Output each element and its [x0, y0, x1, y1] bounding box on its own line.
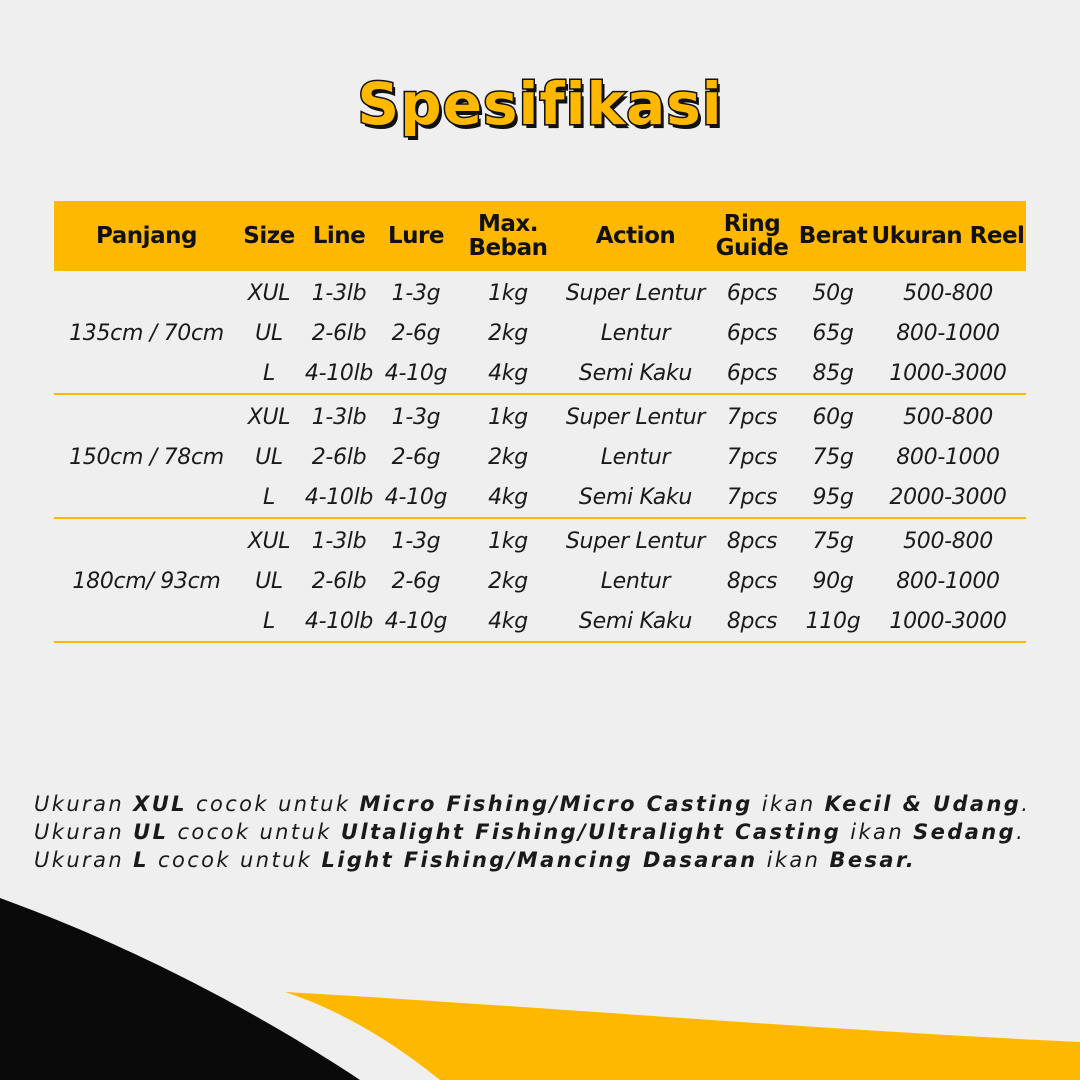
- line-cell: 4-10lb: [299, 353, 379, 394]
- note-use: Micro Fishing/Micro Casting: [359, 792, 753, 816]
- ring-cell: 8pcs: [708, 601, 796, 642]
- action-cell: Super Lentur: [565, 528, 706, 554]
- header-max-beban-line2: Beban: [468, 235, 548, 261]
- size-cell: L: [239, 477, 299, 518]
- panjang-cell: 150cm / 78cm: [54, 394, 239, 518]
- note-size: L: [133, 848, 149, 872]
- size-cell: UL: [255, 320, 283, 346]
- header-panjang: Panjang: [96, 223, 197, 249]
- bottom-swoosh-decoration: [0, 880, 1080, 1080]
- lure-cell: 4-10g: [379, 477, 453, 518]
- ring-cell: 7pcs: [726, 404, 778, 430]
- reel-cell: 2000-3000: [870, 477, 1026, 518]
- header-ring-guide: [708, 201, 796, 271]
- beban-cell: 1kg: [488, 528, 528, 554]
- note-ikan: ikan: [850, 820, 905, 844]
- line-cell: 2-6lb: [311, 444, 367, 470]
- beban-cell: 2kg: [488, 444, 528, 470]
- beban-cell: 4kg: [453, 477, 563, 518]
- action-cell: Super Lentur: [565, 404, 706, 430]
- note-line-xul: [34, 790, 1044, 818]
- note-line-l: [34, 846, 1044, 874]
- reel-cell: 1000-3000: [870, 601, 1026, 642]
- size-cell: XUL: [247, 528, 291, 554]
- header-line: Line: [312, 223, 366, 249]
- ring-cell: 7pcs: [708, 477, 796, 518]
- berat-cell: 50g: [812, 280, 854, 306]
- size-cell: XUL: [247, 280, 291, 306]
- line-cell: 1-3lb: [311, 280, 367, 306]
- lure-cell: 1-3g: [391, 528, 441, 554]
- reel-cell: 1000-3000: [870, 353, 1026, 394]
- action-cell: Lentur: [600, 320, 671, 346]
- header-size: Size: [243, 223, 295, 249]
- berat-cell: 65g: [812, 320, 854, 346]
- beban-cell: 1kg: [488, 404, 528, 430]
- berat-cell: 60g: [812, 404, 854, 430]
- note-size: UL: [133, 820, 169, 844]
- action-cell: Super Lentur: [565, 280, 706, 306]
- note-line-ul: [34, 818, 1044, 846]
- lure-cell: 1-3g: [391, 404, 441, 430]
- berat-cell: 85g: [796, 353, 870, 394]
- line-cell: 2-6lb: [311, 320, 367, 346]
- note-size: XUL: [133, 792, 187, 816]
- line-cell: 4-10lb: [299, 601, 379, 642]
- header-max-beban-line1: Max.: [478, 211, 538, 237]
- reel-cell: 500-800: [903, 404, 993, 430]
- header-ukuran-reel: Ukuran Reel: [871, 223, 1025, 249]
- line-cell: 4-10lb: [299, 477, 379, 518]
- ring-cell: 6pcs: [708, 353, 796, 394]
- note-mid: cocok untuk: [196, 792, 351, 816]
- size-cell: XUL: [247, 404, 291, 430]
- reel-cell: 800-1000: [896, 444, 1000, 470]
- berat-cell: 75g: [812, 528, 854, 554]
- action-cell: Lentur: [600, 568, 671, 594]
- note-prefix: Ukuran: [34, 820, 125, 844]
- line-cell: 1-3lb: [311, 404, 367, 430]
- reel-cell: 800-1000: [896, 320, 1000, 346]
- note-end: .: [1016, 820, 1026, 844]
- size-cell: UL: [255, 444, 283, 470]
- line-cell: 2-6lb: [311, 568, 367, 594]
- note-fish: Sedang: [913, 820, 1017, 844]
- ring-cell: 6pcs: [726, 320, 778, 346]
- note-ikan: ikan: [761, 792, 816, 816]
- header-max-beban: [453, 201, 563, 271]
- note-use: Ultalight Fishing/Ultralight Casting: [340, 820, 842, 844]
- dark-swoosh: [0, 898, 360, 1080]
- header-berat: Berat: [798, 223, 868, 249]
- note-use: Light Fishing/Mancing Dasaran: [321, 848, 758, 872]
- table-row: [54, 394, 1026, 437]
- lure-cell: 4-10g: [379, 353, 453, 394]
- action-cell: Lentur: [600, 444, 671, 470]
- page-title: Spesifikasi: [357, 70, 723, 138]
- header-lure: Lure: [388, 223, 444, 249]
- beban-cell: 4kg: [453, 601, 563, 642]
- ring-cell: 7pcs: [726, 444, 778, 470]
- panjang-cell: 135cm / 70cm: [54, 271, 239, 394]
- berat-cell: 95g: [796, 477, 870, 518]
- size-cell: L: [239, 601, 299, 642]
- berat-cell: 90g: [812, 568, 854, 594]
- berat-cell: 75g: [812, 444, 854, 470]
- action-cell: Semi Kaku: [563, 477, 708, 518]
- reel-cell: 500-800: [903, 528, 993, 554]
- panjang-cell: 180cm/ 93cm: [54, 518, 239, 642]
- note-prefix: Ukuran: [34, 792, 125, 816]
- lure-cell: 2-6g: [391, 320, 441, 346]
- ring-cell: 8pcs: [726, 528, 778, 554]
- lure-cell: 2-6g: [391, 444, 441, 470]
- note-prefix: Ukuran: [34, 848, 125, 872]
- header-action: Action: [595, 223, 676, 249]
- yellow-swoosh: [285, 992, 1080, 1080]
- size-cell: L: [239, 353, 299, 394]
- line-cell: 1-3lb: [311, 528, 367, 554]
- lure-cell: 4-10g: [379, 601, 453, 642]
- lure-cell: 2-6g: [391, 568, 441, 594]
- note-end: .: [1021, 792, 1031, 816]
- beban-cell: 2kg: [488, 320, 528, 346]
- note-fish: Besar.: [829, 848, 917, 872]
- action-cell: Semi Kaku: [563, 601, 708, 642]
- note-fish: Kecil & Udang: [824, 792, 1022, 816]
- lure-cell: 1-3g: [391, 280, 441, 306]
- note-mid: cocok untuk: [177, 820, 332, 844]
- berat-cell: 110g: [796, 601, 870, 642]
- size-notes: [34, 790, 1044, 874]
- header-ring-guide-line2: Guide: [715, 235, 789, 261]
- note-mid: cocok untuk: [158, 848, 313, 872]
- note-ikan: ikan: [766, 848, 821, 872]
- table-header-row: [54, 201, 1026, 271]
- spec-table: [54, 201, 1026, 643]
- beban-cell: 4kg: [453, 353, 563, 394]
- action-cell: Semi Kaku: [563, 353, 708, 394]
- ring-cell: 8pcs: [726, 568, 778, 594]
- beban-cell: 1kg: [488, 280, 528, 306]
- table-row: [54, 518, 1026, 561]
- ring-cell: 6pcs: [726, 280, 778, 306]
- reel-cell: 800-1000: [896, 568, 1000, 594]
- table-row: [54, 271, 1026, 313]
- size-cell: UL: [255, 568, 283, 594]
- header-ring-guide-line1: Ring: [723, 211, 781, 237]
- reel-cell: 500-800: [903, 280, 993, 306]
- beban-cell: 2kg: [488, 568, 528, 594]
